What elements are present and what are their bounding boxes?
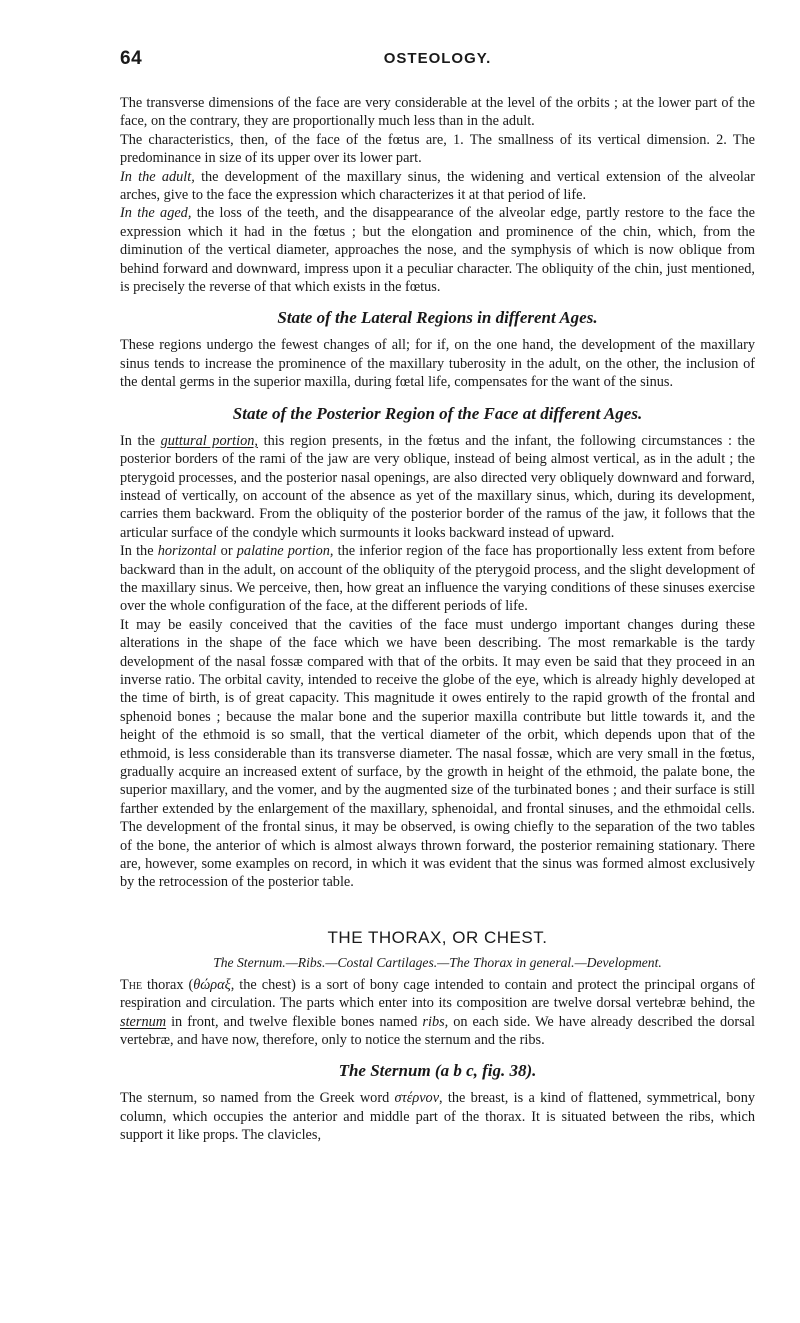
paragraph: The transverse dimensions of the face are very considerable at the level of the orbits ; at the lower part of the face, on the contrary, they are proportionally much less than in the adult. xyxy=(120,95,755,130)
paragraph-text: the inferior region of the face has proportionally less extent from before backward than in the adult, on account of the obliquity of the pterygoid process, and the slight development of the maxillary sinus. We perceive, then, how great an influence the varying conditions of these sinuses exercise over the whole configuration of the face, at the different periods of life. xyxy=(120,543,756,615)
paragraph-text: this region presents, in the fœtus and the infant, the following circumstances : the posterior borders of the rami of the jaw are very oblique, instead of being almost vertical, as in the adult ; the pterygoid processes, and the posterior nasal openings, are also directed very obliquely downward and forward, instead of vertically, on account of the absence as yet of the maxillary sinus, which, during its development, carries them backward. From the obliquity of the posterior border of the ramus of the jaw, it follows that the articular surface of the condyle which surmounts it looks backward instead of upward. xyxy=(120,432,756,541)
section-heading-sternum: The Sternum (a b c, fig. 38). xyxy=(338,1061,537,1081)
paragraph xyxy=(120,432,755,542)
chapter-subtitles: The Sternum.—Ribs.—Costal Cartilages.—The Thorax in general.—Development. xyxy=(213,954,662,970)
greek-word: θώραξ xyxy=(193,976,231,993)
paragraph-lead: In the aged, xyxy=(120,205,192,222)
paragraph-text: thorax ( xyxy=(142,976,194,993)
paragraph xyxy=(120,204,755,296)
paragraph-text: , the breast, is a kind of flattened, symmetrical, bony column, which occupies the anterior and middle part of the thorax. It is situated between the ribs, which support it like props. The clavicles, xyxy=(120,1090,755,1144)
paragraph-text: In the xyxy=(120,543,158,560)
emphasis: sternum xyxy=(120,1013,167,1030)
page-header xyxy=(120,42,755,72)
greek-word: στέρνον xyxy=(394,1090,440,1107)
paragraph-text: on each side. We have already described the dorsal vertebræ, and have now, therefore, only to notice the sternum and the ribs. xyxy=(120,1013,755,1049)
paragraph: It may be easily conceived that the cavities of the face must undergo important changes during these alterations in the shape of the face which we have been describing. The most remarkable is the tardy development of the nasal fossæ compared with that of the orbits. It may even be said that they proceed in an inverse ratio. The orbital cavity, intended to receive the globe of the eye, which is already highly developed at the time of birth, is of great capacity. This magnitude it owes entirely to the rapid growth of the frontal and sphenoid bones ; because the malar bone and the superior maxilla contribute but little towards it, and the height of the ethmoid is so small, that the vertical diameter of the orbit, which depends upon that of the ethmoid, is less considerable than its transverse diameter. The nasal fossæ, which are very small in the fœtus, gradually acquire an increased extent of surface, by the growth in height of the ethmoid, the palate bone, the superior maxillary, and the vomer, and by the augmented size of the turbinated bones ; and their surface is still farther extended by the enlargement of the maxillary, sphenoidal, and frontal sinuses, and the ethmoidal cells. The development of the frontal sinus, it may be observed, is owing chiefly to the separation of the two tables of the bone, the anterior of which is almost always thrown forward, the posterior remaining stationary. There are, however, some examples on record, in which it was evident that the sinus was formed almost exclusively by the retrocession of the posterior table. xyxy=(120,616,755,891)
emphasis: guttural portion, xyxy=(160,432,258,449)
paragraph-text: In the xyxy=(120,432,161,449)
paragraph-text: , the chest) is a sort of bony cage intended to contain and protect the principal organs of respiration and circulation. The parts which enter into its composition are twelve dorsal vertebræ behind, the xyxy=(120,976,755,1012)
paragraph-text: or xyxy=(216,543,237,560)
paragraph-text: The sternum, so named from the Greek word xyxy=(120,1090,395,1107)
paragraph xyxy=(120,1089,755,1144)
paragraph-text: in front, and twelve flexible bones named xyxy=(166,1013,423,1030)
page-number: 64 xyxy=(120,48,143,69)
paragraph: These regions undergo the fewest changes of all; for if, on the one hand, the development of the maxillary sinus tends to increase the prominence of the maxillary tuberosity in the adult, on the other, the inclusion of the dental germs in the superior maxilla, during fœtal life, compensates for the want of the sinus. xyxy=(120,337,755,391)
section-heading-lateral: State of the Lateral Regions in different Ages. xyxy=(277,308,598,328)
emphasis: ribs, xyxy=(422,1013,449,1030)
emphasis: horizontal xyxy=(157,543,217,560)
paragraph-lead: The xyxy=(120,976,143,993)
book-page xyxy=(120,42,755,1145)
paragraph-text: the loss of the teeth, and the disappearance of the alveolar edge, partly restore to the face the expression which it had in the fœtus ; but the elongation and prominence of the chin, which, from the diminution of the vertical diameter, approaches the nose, and the symphysis of which is now oblique from behind forward and downward, impress upon it a peculiar character. The obliquity of the chin, just mentioned, is precisely the reverse of that which exists in the fœtus. xyxy=(120,205,756,296)
section-heading-posterior: State of the Posterior Region of the Face at different Ages. xyxy=(232,403,643,423)
body-text xyxy=(120,94,755,1145)
paragraph xyxy=(120,542,755,616)
paragraph xyxy=(120,168,755,205)
paragraph-text: the development of the maxillary sinus, the widening and vertical extension of the alveolar arches, give to the face the expression which characterizes it at that period of life. xyxy=(120,168,755,204)
paragraph xyxy=(120,976,755,1050)
paragraph: The characteristics, then, of the face of the fœtus are, 1. The smallness of its vertical dimension. 2. The predominance in size of its upper over its lower part. xyxy=(120,131,755,167)
running-head: OSTEOLOGY. xyxy=(383,50,492,67)
chapter-title: THE THORAX, OR CHEST. xyxy=(327,927,548,947)
paragraph-lead: In the adult, xyxy=(120,168,195,185)
emphasis: palatine portion, xyxy=(236,543,334,560)
